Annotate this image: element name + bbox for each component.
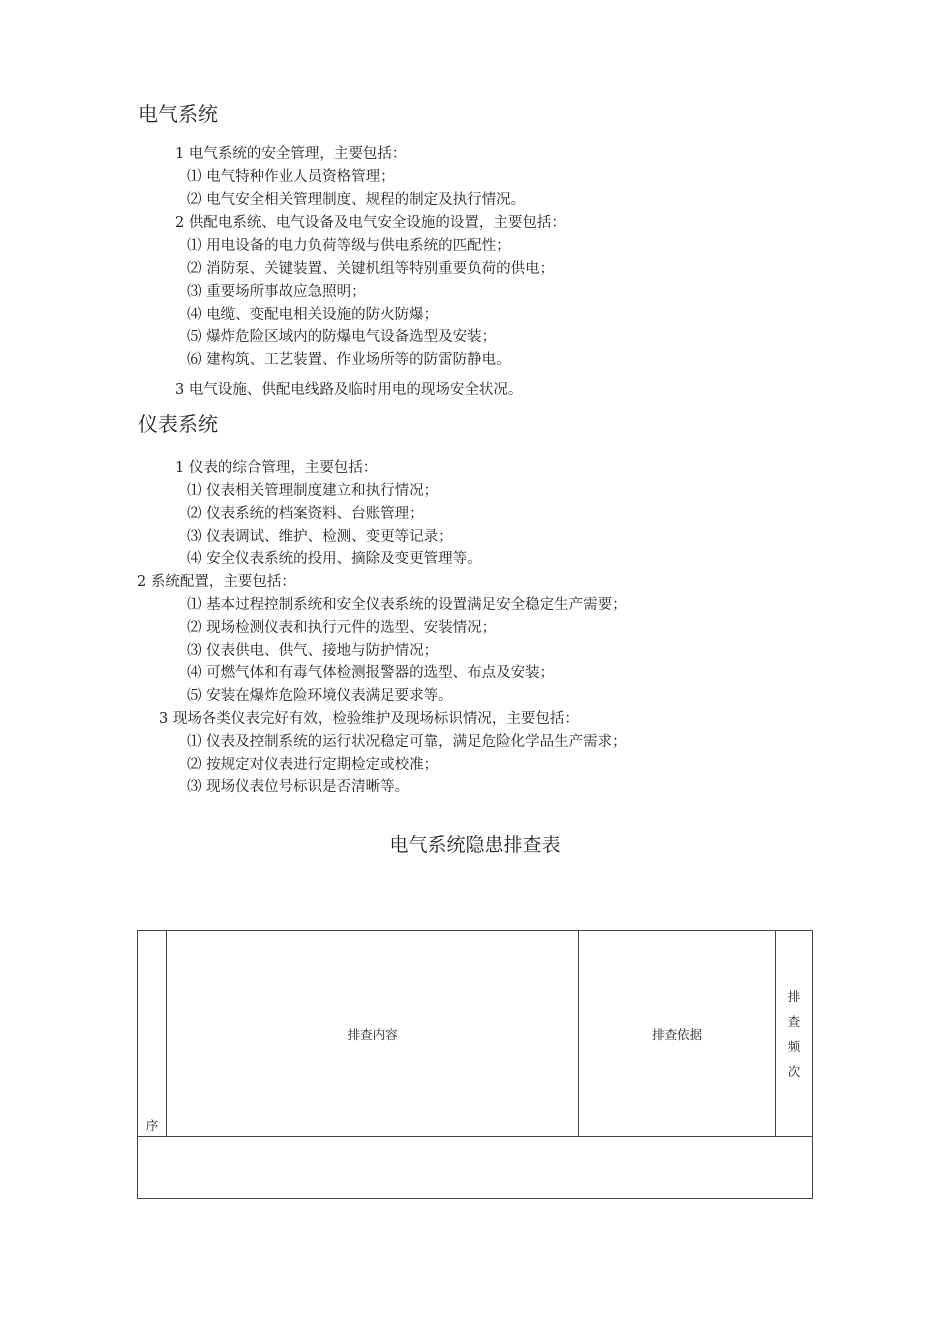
header-frequency-char: 次 [787, 1063, 801, 1079]
list-item: 2 供配电系统、电气设备及电气安全设施的设置，主要包括： [175, 215, 566, 231]
list-item: ⑷ 安全仪表系统的投用、摘除及变更管理等。 [187, 551, 482, 567]
list-item: ⑸ 爆炸危险区域内的防爆电气设备选型及安装； [187, 329, 497, 345]
list-item: ⑵ 电气安全相关管理制度、规程的制定及执行情况。 [187, 192, 526, 208]
list-item: ⑴ 仪表相关管理制度建立和执行情况； [187, 483, 439, 499]
list-item: ⑹ 建构筑、工艺装置、作业场所等的防雷防静电。 [187, 352, 511, 368]
list-item: ⑵ 现场检测仪表和执行元件的选型、安装情况； [187, 620, 497, 636]
header-frequency [776, 931, 813, 1137]
list-item: 3 电气设施、供配电线路及临时用电的现场安全状况。 [175, 382, 523, 398]
header-frequency-char: 排 [787, 988, 801, 1004]
header-basis: 排查依据 [579, 931, 776, 1137]
list-item: ⑸ 安装在爆炸危险环境仪表满足要求等。 [187, 688, 453, 704]
list-item: ⑶ 重要场所事故应急照明； [187, 284, 366, 300]
list-item: ⑴ 用电设备的电力负荷等级与供电系统的匹配性； [187, 238, 511, 254]
list-item: ⑶ 现场仪表位号标识是否清晰等。 [187, 779, 410, 795]
list-item: 3 现场各类仪表完好有效，检验维护及现场标识情况，主要包括： [159, 711, 579, 727]
table-title: 电气系统隐患排查表 [389, 834, 561, 856]
list-item: ⑵ 消防泵、关键装置、关键机组等特别重要负荷的供电； [187, 261, 555, 277]
list-item: ⑶ 仪表供电、供气、接地与防护情况； [187, 643, 439, 659]
list-item: 1 电气系统的安全管理，主要包括： [175, 146, 407, 162]
header-frequency-char: 查 [787, 1013, 801, 1029]
list-item: ⑵ 按规定对仪表进行定期检定或校准； [187, 757, 439, 773]
header-seq: 序 [138, 931, 167, 1137]
list-item: 1 仪表的综合管理，主要包括： [175, 460, 378, 476]
table-row [138, 1137, 813, 1199]
list-item: ⑵ 仪表系统的档案资料、台账管理； [187, 506, 424, 522]
list-item: ⑶ 仪表调试、维护、检测、变更等记录； [187, 529, 453, 545]
table-header-row [138, 931, 813, 1137]
empty-cell [138, 1137, 813, 1199]
instrument-section-title: 仪表系统 [138, 412, 218, 436]
electrical-section-title: 电气系统 [138, 102, 218, 126]
list-item: ⑷ 电缆、变配电相关设施的防火防爆； [187, 307, 439, 323]
inspection-table [137, 930, 813, 1199]
header-frequency-char: 频 [787, 1038, 801, 1054]
list-item: ⑴ 电气特种作业人员资格管理； [187, 169, 395, 185]
list-item: ⑴ 仪表及控制系统的运行状况稳定可靠，满足危险化学品生产需求； [187, 734, 627, 750]
header-content: 排查内容 [166, 931, 578, 1137]
list-item: ⑷ 可燃气体和有毒气体检测报警器的选型、布点及安装； [187, 665, 555, 681]
list-item: 2 系统配置，主要包括： [137, 574, 296, 590]
list-item: ⑴ 基本过程控制系统和安全仪表系统的设置满足安全稳定生产需要； [187, 597, 627, 613]
